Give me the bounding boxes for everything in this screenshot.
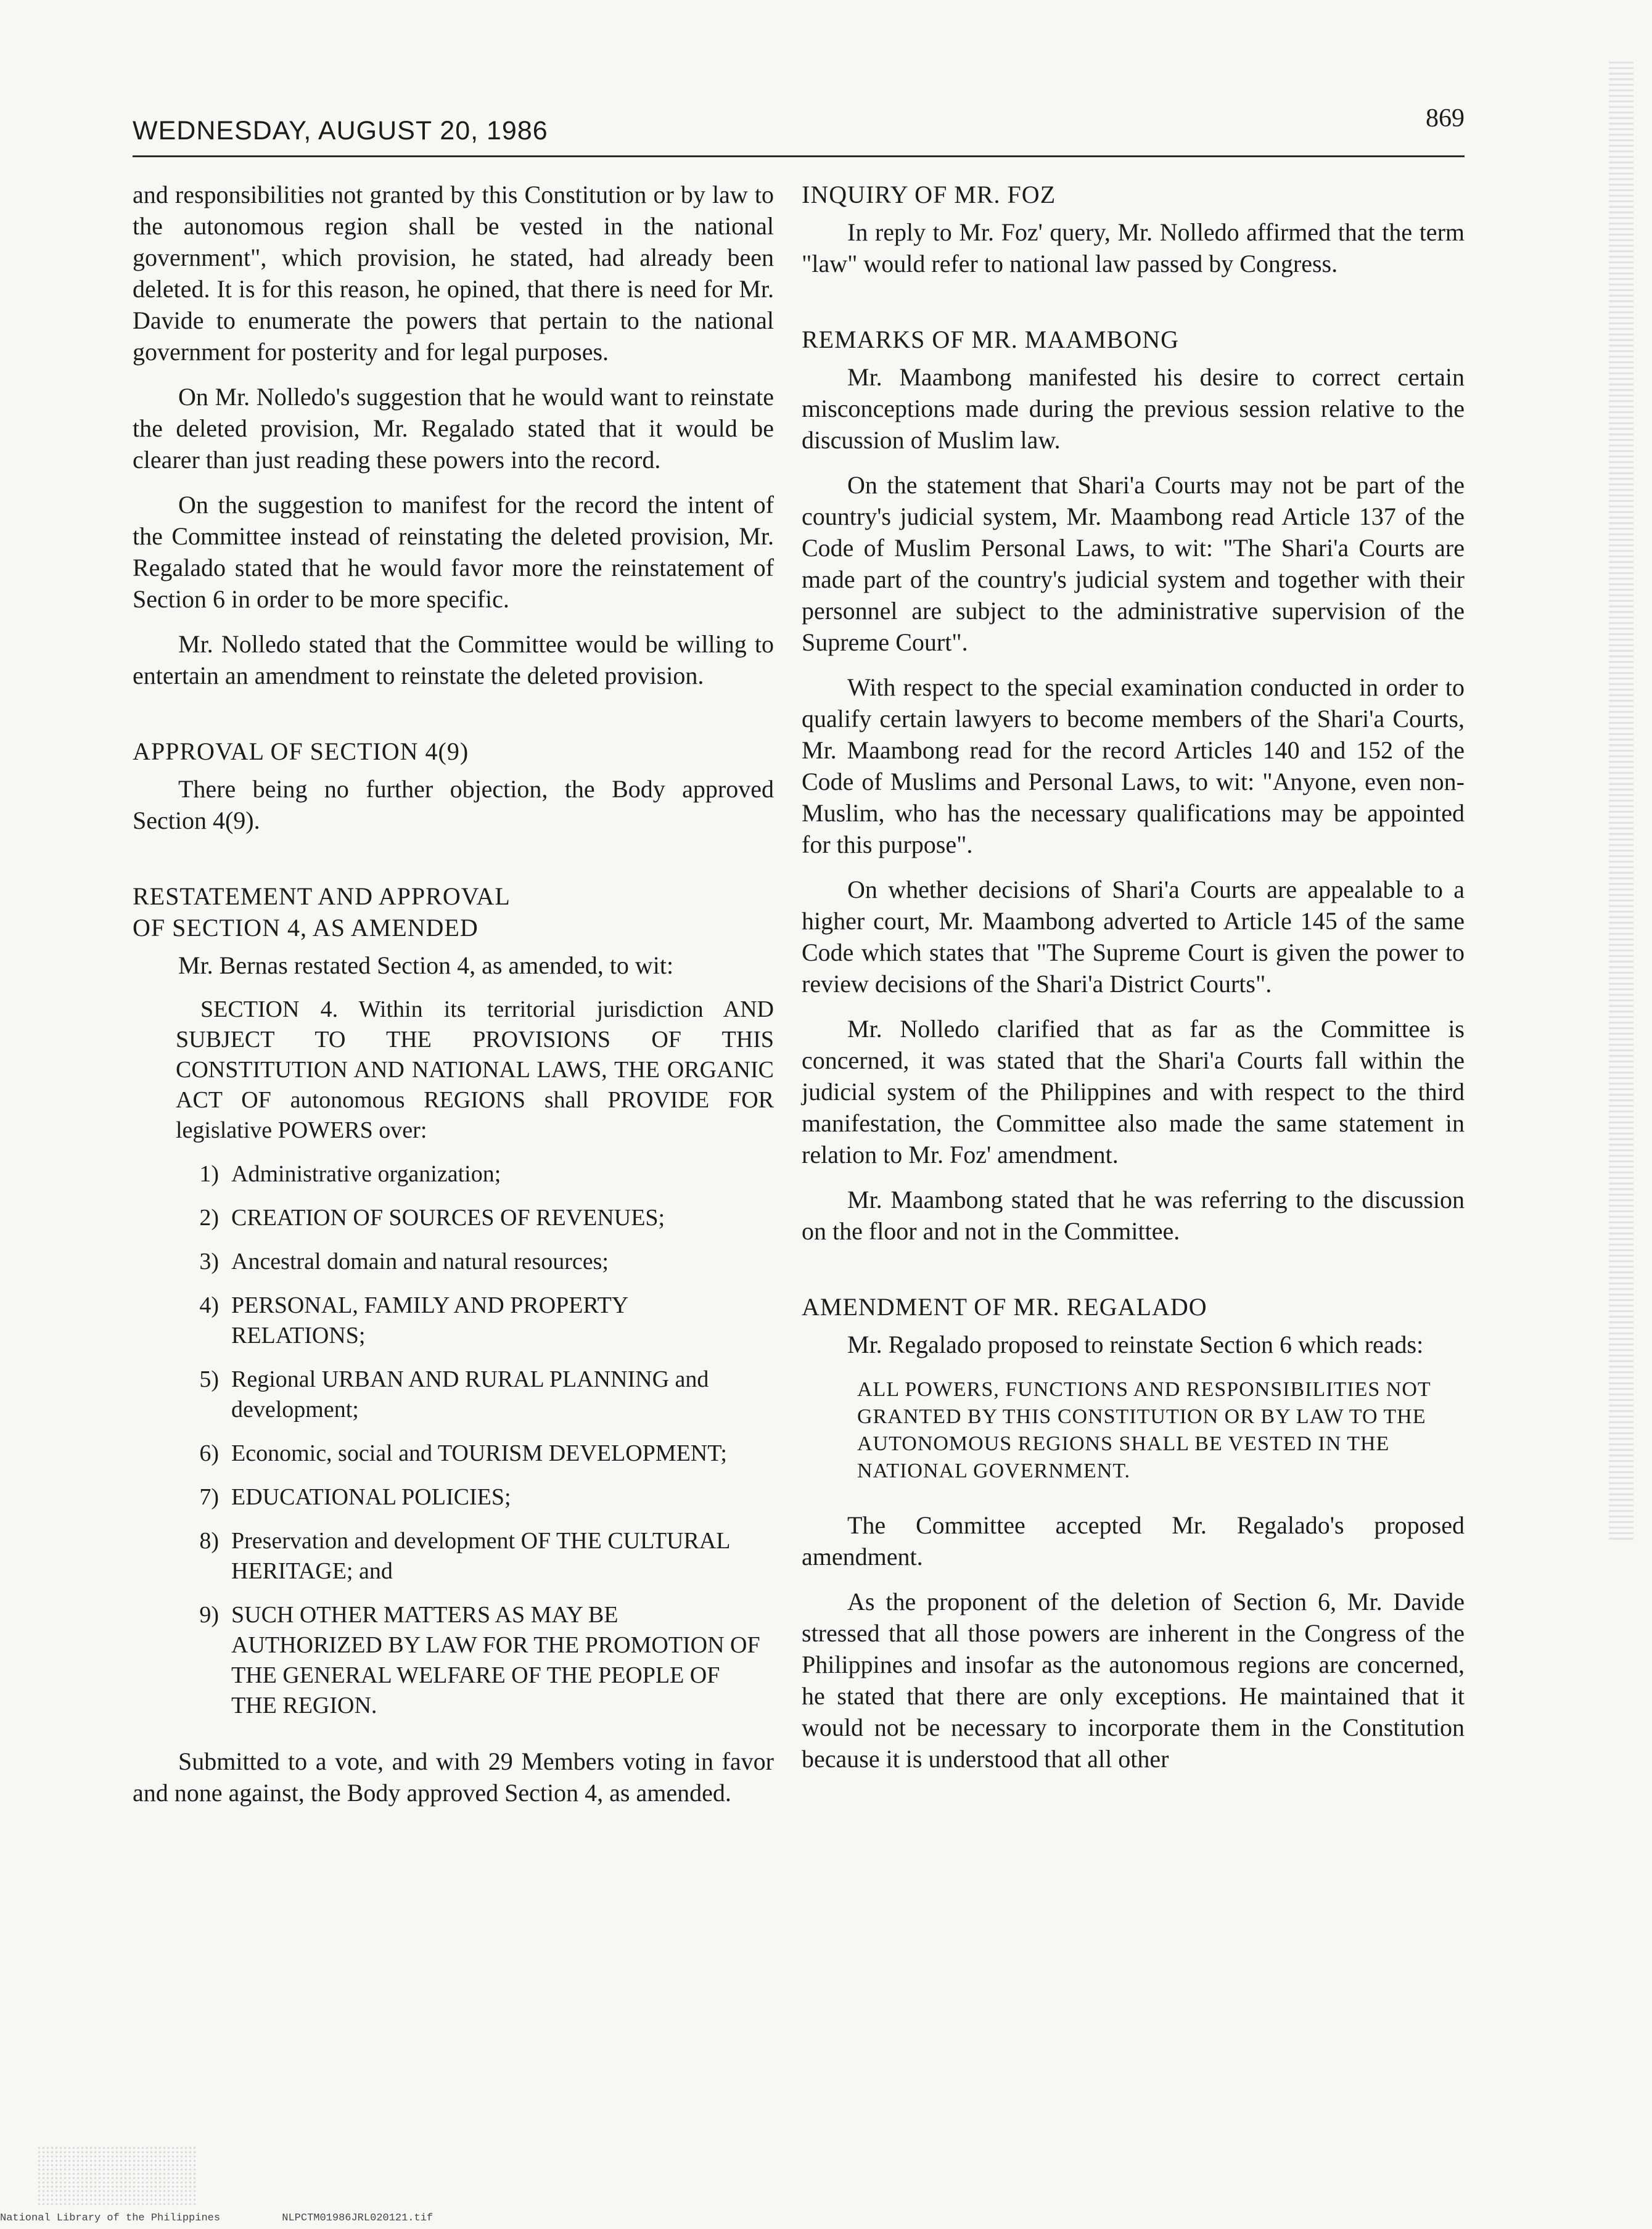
footer-library: National Library of the Philippines [0, 2212, 221, 2224]
section-heading: INQUIRY OF MR. FOZ [802, 181, 1056, 208]
list-item [133, 1203, 774, 1233]
paragraph: Mr. Regalado proposed to reinstate Section 6 which reads: [847, 1331, 1424, 1358]
item-text: Economic, social and TOURISM DEVELOPMENT; [231, 1440, 727, 1466]
scan-footer [0, 2212, 488, 2224]
list-item [133, 1526, 774, 1587]
item-number: 1) [199, 1161, 219, 1187]
item-number: 8) [199, 1528, 219, 1554]
section-heading: REMARKS OF MR. MAAMBONG [802, 326, 1180, 353]
item-text: Preservation and development OF THE CULTURAL HERITAGE; and [231, 1528, 730, 1584]
paragraph: Submitted to a vote, and with 29 Members voting in favor and none against, the Body approved Section 4, as amended. [133, 1747, 774, 1807]
item-text: Ancestral domain and natural resources; [231, 1249, 609, 1275]
header-date: WEDNESDAY, AUGUST 20, 1986 [133, 116, 548, 146]
header-rule [133, 155, 1465, 157]
left-column [133, 179, 774, 1822]
item-number: 5) [199, 1366, 219, 1392]
scan-corner-noise [37, 2146, 197, 2207]
page-number: 869 [1426, 104, 1465, 133]
list-item [133, 1482, 774, 1513]
paragraph: On whether decisions of Shari'a Courts are appealable to a higher court, Mr. Maambong adverted to Article 145 of the same Code which states that "The Supreme Court is given the power to review decisions of the Shari'a District Courts". [802, 876, 1465, 998]
paragraph: On the statement that Shari'a Courts may not be part of the country's judicial system, Mr. Maambong read Article 137 of the Code of Muslim Personal Laws, to wit: "The Shari'a Courts are made part of the country's judicial system and together with their personnel are subject to the administrative supervision of the Supreme Court". [802, 471, 1465, 656]
paragraph: With respect to the special examination conducted in order to qualify certain lawyers to become members of the Shari'a Courts, Mr. Maambong read for the record Articles 140 and 152 of the Code of Muslims and Personal Laws, to wit: "Anyone, even non-Muslim, who has the necessary qualifications may be appointed for this purpose". [802, 673, 1465, 858]
list-item [133, 1365, 774, 1425]
item-text: PERSONAL, FAMILY AND PROPERTY RELATIONS; [231, 1292, 628, 1348]
item-number: 9) [199, 1602, 219, 1628]
item-number: 2) [199, 1205, 219, 1231]
section-4-quote [176, 995, 774, 1146]
footer-file: NLPCTM01986JRL020121.tif [282, 2212, 434, 2224]
paragraph: Mr. Bernas restated Section 4, as amended, to wit: [178, 951, 674, 979]
list-item [133, 1247, 774, 1277]
paragraph: and responsibilities not granted by this Constitution or by law to the autonomous region shall be vested in the national government", which provision, he stated, had already been deleted. It is for this reason, he opined, that there is need for Mr. Davide to enumerate the powers that pertain to the national government for posterity and for legal purposes. [133, 181, 774, 366]
item-text: EDUCATIONAL POLICIES; [231, 1484, 511, 1510]
item-number: 6) [199, 1440, 219, 1466]
item-text: SUCH OTHER MATTERS AS MAY BE AUTHORIZED BY LAW FOR THE PROMOTION OF THE GENERAL WELFARE OF THE PEOPLE OF THE REGION. [231, 1602, 760, 1718]
paragraph: In reply to Mr. Foz' query, Mr. Nolledo affirmed that the term "law" would refer to national law passed by Congress. [802, 218, 1465, 277]
paragraph: There being no further objection, the Body approved Section 4(9). [133, 775, 774, 834]
list-item [133, 1291, 774, 1351]
right-column [802, 179, 1465, 1788]
paragraph: The Committee accepted Mr. Regalado's proposed amendment. [802, 1511, 1465, 1570]
quote-text: SECTION 4. Within its territorial jurisdiction AND SUBJECT TO THE PROVISIONS OF THIS CONSTITUTION AND NATIONAL LAWS, THE ORGANIC ACT OF autonomous REGIONS shall PROVIDE FOR legislative POWERS over: [176, 996, 774, 1143]
item-text: CREATION OF SOURCES OF REVENUES; [231, 1205, 665, 1231]
item-number: 7) [199, 1484, 219, 1510]
powers-list [133, 1159, 774, 1721]
paragraph: As the proponent of the deletion of Section 6, Mr. Davide stressed that all those powers are inherent in the Congress of the Philippines and insofar as the autonomous regions are concerned, he stated that there are only exceptions. He maintained that it would not be necessary to incorporate them in the Constitution because it is understood that all other [802, 1588, 1465, 1773]
paragraph: Mr. Maambong manifested his desire to correct certain misconceptions made during the previous session relative to the discussion of Muslim law. [802, 363, 1465, 454]
paragraph: Mr. Nolledo stated that the Committee would be willing to entertain an amendment to reinstate the deleted provision. [133, 630, 774, 689]
scan-margin-noise [1609, 62, 1634, 1541]
paragraph: On Mr. Nolledo's suggestion that he would want to reinstate the deleted provision, Mr. Regalado stated that it would be clearer than just reading these powers into the record. [133, 383, 774, 474]
section-heading: APPROVAL OF SECTION 4(9) [133, 737, 469, 765]
item-text: Administrative organization; [231, 1161, 501, 1187]
section-heading: RESTATEMENT AND APPROVAL [133, 882, 511, 910]
paragraph: On the suggestion to manifest for the record the intent of the Committee instead of reinstating the deleted provision, Mr. Regalado stated that he would favor more the reinstatement of Section 6 in order to be more specific. [133, 491, 774, 613]
list-item [133, 1600, 774, 1721]
item-number: 4) [199, 1292, 219, 1318]
item-number: 3) [199, 1249, 219, 1275]
list-item [133, 1159, 774, 1189]
paragraph: Mr. Maambong stated that he was referring to the discussion on the floor and not in the Committee. [802, 1186, 1465, 1245]
section-6-quote: ALL POWERS, FUNCTIONS AND RESPONSIBILITIES NOT GRANTED BY THIS CONSTITUTION OR BY LAW TO THE AUTONOMOUS REGIONS SHALL BE VESTED IN THE NATIONAL GOVERNMENT. [857, 1378, 1431, 1482]
section-heading: OF SECTION 4, AS AMENDED [133, 914, 479, 942]
page-header [133, 104, 1465, 159]
section-heading: AMENDMENT OF MR. REGALADO [802, 1293, 1207, 1321]
list-item [133, 1439, 774, 1469]
paragraph: Mr. Nolledo clarified that as far as the Committee is concerned, it was stated that the Shari'a Courts fall within the judicial system of the Philippines and with respect to the third manifestation, the Committee also made the same statement in relation to Mr. Foz' amendment. [802, 1015, 1465, 1168]
item-text: Regional URBAN AND RURAL PLANNING and development; [231, 1366, 709, 1422]
